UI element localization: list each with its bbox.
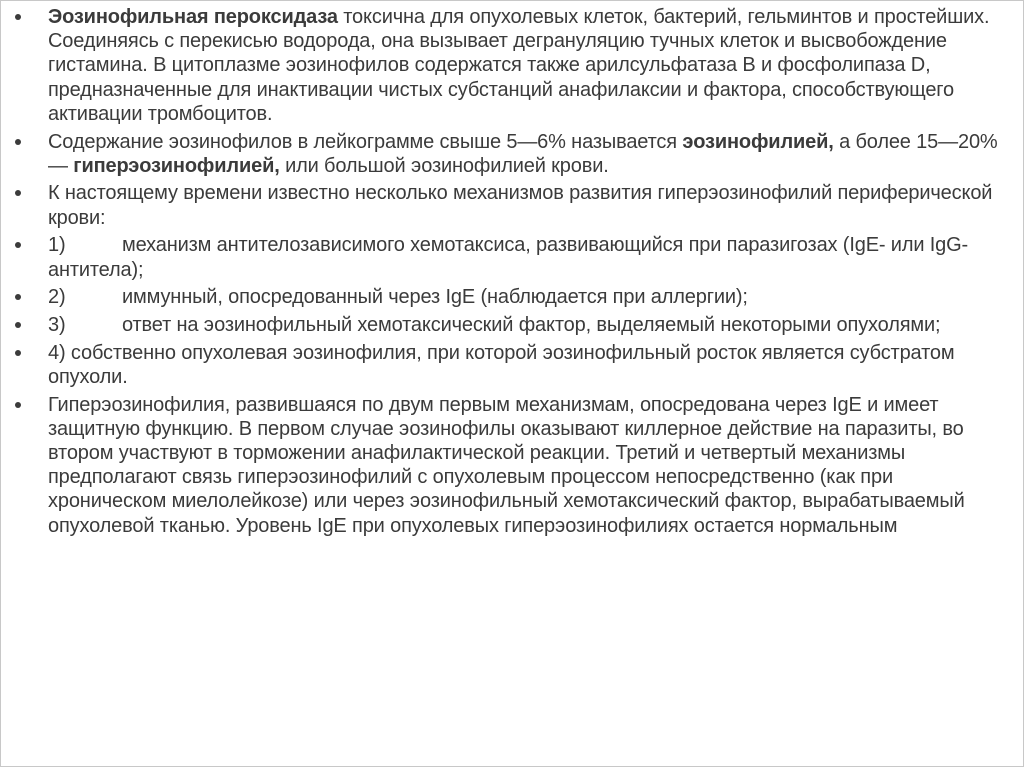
bullet-dot-icon (15, 350, 21, 356)
bold-term: Эозинофильная пероксидаза (48, 6, 338, 28)
bullet-item (1, 181, 1011, 229)
bullet-dot-icon (15, 322, 21, 328)
bullet-text: а более 15—20% — (48, 130, 998, 177)
bullet-item (1, 313, 1011, 337)
bullet-item (1, 393, 1011, 538)
bullet-text: ответ на эозинофильный хемотаксический фактор, выделяемый некоторыми опухолями; (122, 313, 941, 336)
bullet-dot-icon (15, 402, 21, 408)
bullet-item (1, 341, 1011, 389)
bullet-text: иммунный, опосредованный через IgE (наблюдается при аллергии); (122, 286, 748, 309)
bullet-dot-icon (15, 242, 21, 248)
bullet-text: К настоящему времени известно несколько механизмов развития гиперэозинофилий периферической крови: (48, 182, 993, 229)
bullet-text: Гиперэозинофилия, развившаяся по двум первым механизмам, опосредована через IgE и имеет защитную функцию. В первом случае эозинофилы оказывают киллерное действие на паразиты, во втором участвуют в торможении анафилактической реакции. Третий и четвертый механизмы предполагают связь гиперэозинофилий с опухолевым процессом непосредственно (как при хроническом миелолейкозе) или через эозинофильный хемотаксический фактор, вырабатываемый опухолевой тканью. Уровень IgE при опухолевых гиперэозинофилиях остается нормальным (48, 393, 965, 537)
bullet-text: токсична для опухолевых клеток, бактерий, гельминтов и простейших. Соединяясь с перекисью водорода, она вызывает дегрануляцию тучных клеток и высвобождение гистамина. В цитоплазме эозинофилов содержатся также арилсульфатаза В и фосфолипаза D, предназначенные для инактивации чистых субстанций анафилаксии и фактора, способствующего активации тромбоцитов. (48, 6, 990, 125)
bullet-dot-icon (15, 139, 21, 145)
bullet-dot-icon (15, 14, 21, 20)
bullet-text: или большой эозинофилией крови. (279, 154, 609, 177)
list-number: 1) (48, 234, 66, 257)
list-number: 2) (48, 286, 66, 309)
bullet-item (1, 130, 1011, 178)
list-number: 3) (48, 313, 66, 336)
bullet-item (1, 285, 1011, 309)
bullet-text: 4) собственно опухолевая эозинофилия, при которой эозинофильный росток является субстратом опухоли. (48, 341, 955, 388)
bullet-text: механизм антителозависимого хемотаксиса, развивающийся при паразигозах (IgE- или IgG-антитела); (48, 234, 969, 281)
bullet-item (1, 233, 1011, 281)
bullet-list (1, 5, 1011, 541)
bullet-item (1, 5, 1011, 126)
bullet-dot-icon (15, 294, 21, 300)
bold-term: гиперэозинофилией, (73, 154, 280, 177)
bullet-text: Содержание эозинофилов в лейкограмме свыше 5—6% называется (48, 130, 683, 153)
bullet-dot-icon (15, 190, 21, 196)
bold-term: эозинофилией, (682, 130, 834, 153)
